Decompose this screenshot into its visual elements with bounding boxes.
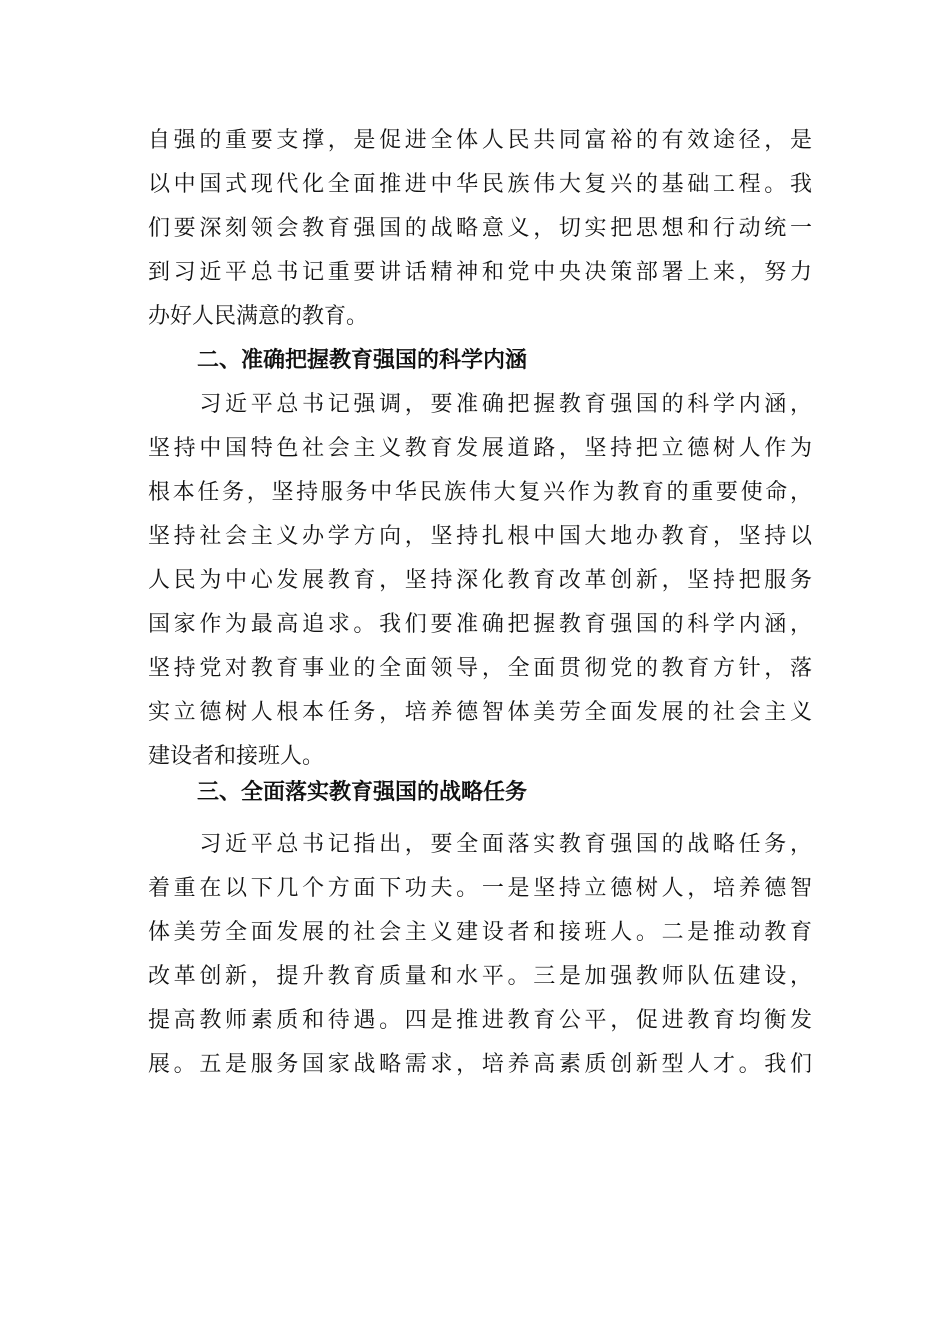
text-line: 自强的重要支撑，是促进全体人民共同富裕的有效途径，是 <box>148 128 812 153</box>
text-line: 国家作为最高追求。我们要准确把握教育强国的科学内涵， <box>148 612 812 637</box>
text-line: 根本任务，坚持服务中华民族伟大复兴作为教育的重要使命， <box>148 480 812 505</box>
text-line: 到习近平总书记重要讲话精神和党中央决策部署上来，努力 <box>148 260 812 285</box>
text-line: 们要深刻领会教育强国的战略意义，切实把思想和行动统一 <box>148 216 812 241</box>
text-line: 办好人民满意的教育。 <box>148 304 369 329</box>
section-heading-2: 二、准确把握教育强国的科学内涵 <box>197 348 528 373</box>
paragraph-2 <box>148 383 812 779</box>
text-line: 改革创新，提升教育质量和水平。三是加强教师队伍建设， <box>148 964 812 989</box>
text-line: 实立德树人根本任务，培养德智体美劳全面发展的社会主义 <box>148 700 812 725</box>
text-line: 展。五是服务国家战略需求，培养高素质创新型人才。我们 <box>148 1052 812 1077</box>
text-line: 着重在以下几个方面下功夫。一是坚持立德树人，培养德智 <box>148 876 812 901</box>
text-line: 习近平总书记指出，要全面落实教育强国的战略任务， <box>148 832 812 857</box>
section-heading-3: 三、全面落实教育强国的战略任务 <box>197 780 528 805</box>
text-line: 坚持党对教育事业的全面领导，全面贯彻党的教育方针，落 <box>148 656 812 681</box>
text-line: 体美劳全面发展的社会主义建设者和接班人。二是推动教育 <box>148 920 812 945</box>
text-line: 习近平总书记强调，要准确把握教育强国的科学内涵， <box>148 392 812 417</box>
text-line: 人民为中心发展教育，坚持深化教育改革创新，坚持把服务 <box>148 568 812 593</box>
text-line: 坚持社会主义办学方向，坚持扎根中国大地办教育，坚持以 <box>148 524 812 549</box>
text-line: 建设者和接班人。 <box>148 744 325 769</box>
paragraph-1 <box>148 119 812 339</box>
text-line: 以中国式现代化全面推进中华民族伟大复兴的基础工程。我 <box>148 172 812 197</box>
paragraph-3 <box>148 823 812 1087</box>
text-line: 坚持中国特色社会主义教育发展道路，坚持把立德树人作为 <box>148 436 812 461</box>
text-line: 提高教师素质和待遇。四是推进教育公平，促进教育均衡发 <box>148 1008 812 1033</box>
